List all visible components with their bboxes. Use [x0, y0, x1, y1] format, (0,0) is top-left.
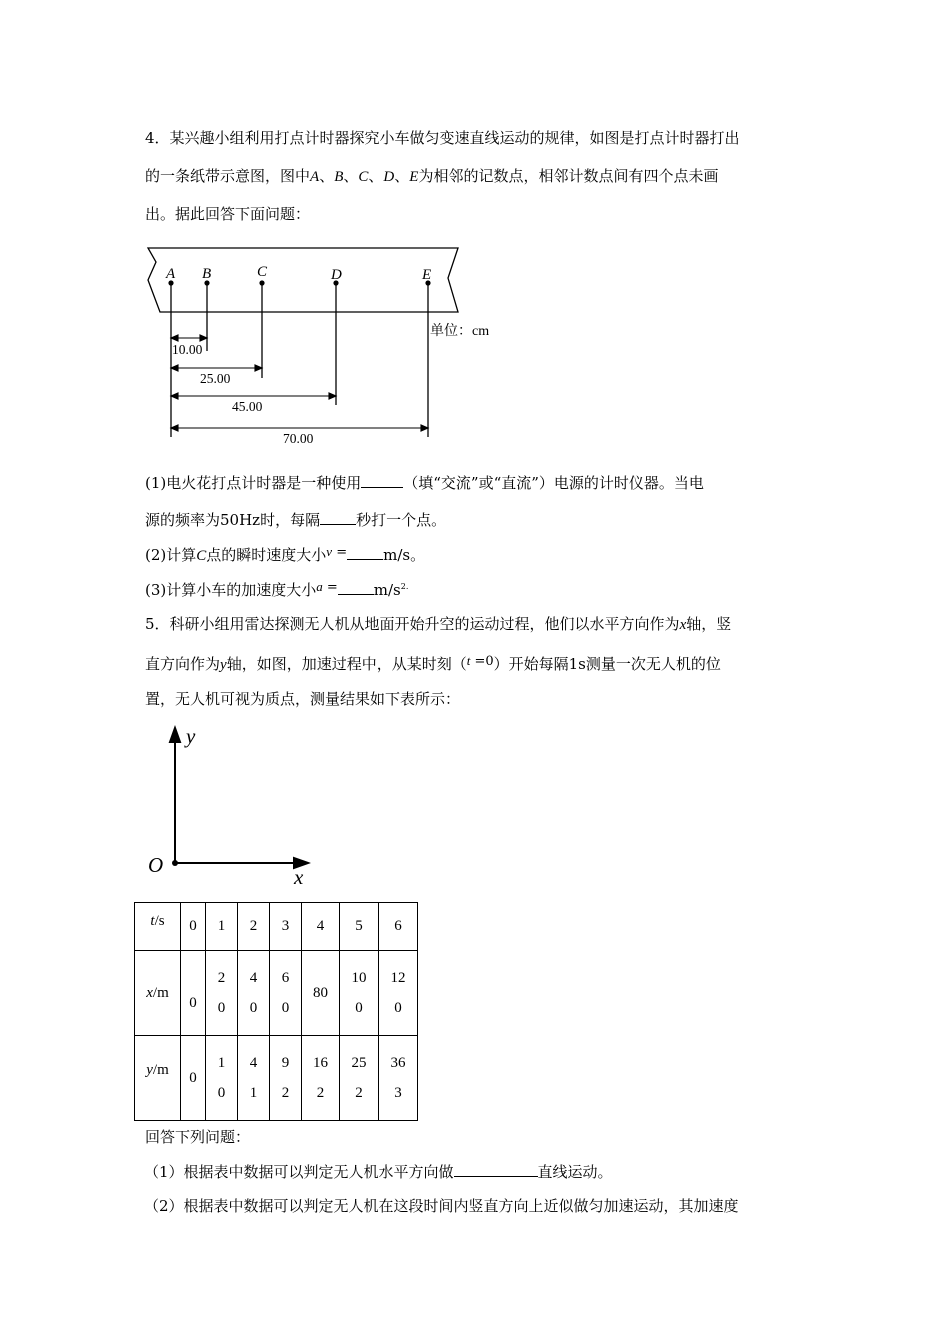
q4-sub1-a: (1)电火花打点计时器是一种使用 — [145, 474, 362, 492]
dim-label-ae: 70.00 — [283, 431, 314, 446]
q5-sub1 — [144, 1161, 613, 1182]
cell-line: 0 — [281, 1000, 290, 1016]
row-unit-y: /m — [152, 1062, 169, 1078]
cell-line: 9 — [281, 1055, 290, 1071]
table-cell — [206, 1036, 238, 1121]
q5-sub2: （2）根据表中数据可以判定无人机在这段时间内竖直方向上近似做匀加速运动，其加速度 — [144, 1197, 739, 1215]
table-cell: 6 — [379, 903, 418, 951]
q4-line-2 — [145, 166, 718, 187]
table-cell: 80 — [302, 951, 340, 1036]
row-var-x: x — [146, 984, 153, 1001]
table-row-x — [135, 951, 418, 1036]
q4-sub2-a: (2)计算 — [145, 546, 197, 564]
table-cell — [340, 1036, 379, 1121]
table-cell — [340, 951, 379, 1036]
paper-tape-figure — [140, 240, 520, 450]
q4-sub2-unit: m/s。 — [383, 546, 426, 564]
x-axis-var: x — [679, 617, 687, 633]
point-d: D — [383, 169, 395, 185]
q4-sub1-d: 秒打一个点。 — [356, 511, 447, 529]
table-cell — [206, 951, 238, 1036]
q4-line-1: 4．某兴趣小组利用打点计时器探究小车做匀变速直线运动的规律，如图是打点计时器打出 — [145, 129, 740, 147]
table-row-time — [135, 903, 418, 951]
label-e: E — [422, 267, 432, 283]
table-cell — [302, 1036, 340, 1121]
origin-label: O — [148, 853, 164, 877]
cell-line: 2 — [217, 970, 226, 986]
q4-sub1-b: （填“交流”或“直流”）电源的计时仪器。当电 — [403, 474, 704, 492]
q4-sub1-c: 源的频率为50Hz时，每隔 — [145, 511, 321, 529]
q4-sub3-unit: m/s — [373, 581, 401, 599]
tape-outline — [148, 248, 458, 312]
cell-line: 6 — [281, 970, 290, 986]
table-cell — [379, 951, 418, 1036]
x-axis-label: x — [294, 865, 304, 887]
q5-line-1 — [145, 614, 731, 635]
q5-line-2-c: ）开始每隔1s测量一次无人机的位 — [493, 655, 721, 673]
answer-blank-acceleration[interactable] — [338, 579, 374, 595]
q4-line-2-b: 为相邻的记数点，相邻计数点间有四个点未画 — [418, 167, 719, 185]
row-unit-x: /m — [152, 984, 169, 1001]
q5-line-1-b: 轴，竖 — [686, 615, 732, 633]
row-header-x — [135, 951, 181, 1036]
measurement-table — [134, 902, 418, 1121]
label-c: C — [257, 264, 268, 280]
cell-line: 3 — [394, 1085, 402, 1101]
row-unit-time: /s — [154, 913, 165, 929]
q5-sub1-b: 直线运动。 — [537, 1163, 613, 1181]
y-axis-label: y — [186, 724, 196, 748]
cell-line: 36 — [390, 1055, 406, 1071]
q4-sub3 — [145, 577, 408, 600]
cell-line: 0 — [217, 1000, 226, 1016]
q5-line-2-b: 轴，如图，加速过程中，从某时刻（ — [226, 655, 467, 673]
cell-line: 4 — [249, 1055, 258, 1071]
separator: 、 — [343, 167, 359, 185]
coordinate-axes-figure — [140, 722, 320, 887]
time-symbol: t — [466, 653, 471, 668]
table-cell: 2 — [238, 903, 270, 951]
q5-answer-intro: 回答下列问题： — [145, 1128, 251, 1146]
row-header-y — [135, 1036, 181, 1121]
label-b: B — [202, 266, 212, 282]
label-d: D — [331, 267, 342, 283]
q5-line-1-a: 5．科研小组用雷达探测无人机从地面开始升空的运动过程，他们以水平方向作为 — [145, 615, 680, 633]
dim-label-ab: 10.00 — [172, 342, 203, 357]
dim-arrowhead — [329, 393, 336, 399]
cell-line: 2 — [281, 1085, 290, 1101]
time-zero: =0 — [470, 654, 494, 669]
dim-arrowhead — [421, 425, 428, 431]
cell-line: 0 — [355, 1000, 363, 1016]
table-cell: 0 — [181, 903, 206, 951]
table-cell: 5 — [340, 903, 379, 951]
table-cell — [270, 1036, 302, 1121]
equals-sign: = — [332, 545, 348, 560]
q5-sub1-a: （1）根据表中数据可以判定无人机水平方向做 — [144, 1163, 454, 1181]
dim-arrowhead — [171, 393, 178, 399]
acceleration-symbol: a — [316, 579, 323, 594]
q4-sub3-a: (3)计算小车的加速度大小 — [145, 581, 317, 599]
table-cell — [379, 1036, 418, 1121]
table-cell — [238, 1036, 270, 1121]
cell-line: 2 — [355, 1085, 363, 1101]
table-cell: 4 — [302, 903, 340, 951]
table-cell — [270, 951, 302, 1036]
dim-arrowhead — [255, 365, 262, 371]
table-cell — [238, 951, 270, 1036]
dim-arrowhead — [171, 335, 178, 341]
answer-blank-velocity[interactable] — [347, 544, 383, 560]
cell-line: 0 — [249, 1000, 258, 1016]
y-axis-var: y — [220, 657, 227, 673]
point-e: E — [409, 169, 419, 185]
cell-line: 1 — [217, 1055, 226, 1071]
row-var-time: t — [150, 913, 155, 929]
point-b: B — [334, 169, 344, 185]
table-cell: 0 — [181, 1036, 206, 1121]
cell-line: 4 — [249, 970, 258, 986]
unit-label: 单位：cm — [430, 324, 490, 339]
q4-line-2-a: 的一条纸带示意图，图中 — [145, 167, 311, 185]
point-c: C — [358, 169, 369, 185]
answer-blank-motion-type[interactable] — [454, 1161, 538, 1177]
origin-dot — [172, 860, 178, 866]
cell-line: 25 — [351, 1055, 367, 1071]
dim-arrowhead — [171, 425, 178, 431]
separator: 、 — [319, 167, 335, 185]
y-axis-arrow — [170, 728, 180, 742]
q4-line-3: 出。据此回答下面问题： — [145, 205, 311, 223]
dim-arrowhead — [171, 365, 178, 371]
answer-blank-current-type[interactable] — [361, 472, 403, 488]
dot-c — [259, 280, 264, 285]
dim-label-ad: 45.00 — [232, 399, 263, 414]
table-cell: 3 — [270, 903, 302, 951]
cell-line: 2 — [316, 1085, 325, 1101]
separator: 、 — [368, 167, 384, 185]
table-row-y — [135, 1036, 418, 1121]
dim-label-ac: 25.00 — [200, 371, 231, 386]
q5-line-2 — [145, 651, 721, 675]
point-c-var: C — [196, 548, 207, 564]
label-a: A — [166, 266, 176, 282]
cell-line: 10 — [351, 970, 367, 986]
q5-line-2-a: 直方向作为 — [145, 655, 221, 673]
answer-blank-interval[interactable] — [320, 509, 356, 525]
q4-sub2 — [145, 542, 425, 566]
cell-line: 12 — [390, 970, 406, 986]
separator: 、 — [394, 167, 410, 185]
q4-sub1-line-2 — [145, 509, 446, 530]
unit-superscript: 2. — [400, 582, 409, 591]
cell-line: 1 — [249, 1085, 258, 1101]
cell-line: 16 — [313, 1055, 328, 1071]
dim-arrowhead — [200, 335, 207, 341]
q5-line-3: 置，无人机可视为质点，测量结果如下表所示： — [145, 690, 461, 708]
row-header-time — [135, 903, 181, 951]
velocity-symbol: v — [326, 544, 333, 559]
row-var-y: y — [146, 1062, 153, 1078]
cell-line: 0 — [217, 1085, 226, 1101]
cell-line: 0 — [394, 1000, 402, 1016]
point-a: A — [310, 169, 320, 185]
q4-sub1-line-1 — [145, 472, 704, 493]
table-cell: 0 — [181, 951, 206, 1036]
table-cell: 1 — [206, 903, 238, 951]
q4-sub2-b: 点的瞬时速度大小 — [206, 546, 327, 564]
equals-sign: = — [322, 580, 338, 595]
